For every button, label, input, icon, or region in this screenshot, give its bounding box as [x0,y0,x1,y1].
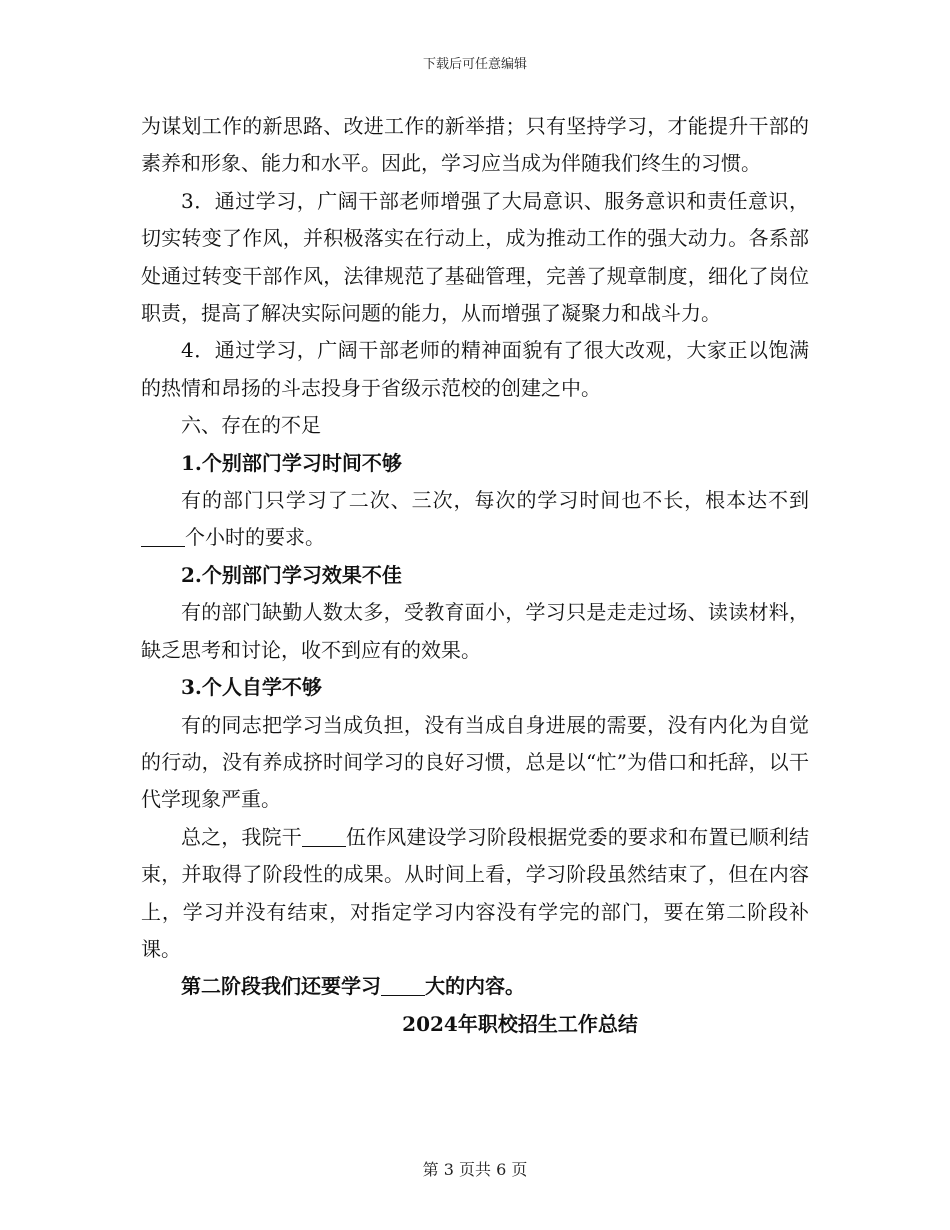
paragraph-point-4: 4．通过学习，广阔干部老师的精神面貌有了很大改观，大家正以饱满的热情和昂扬的斗志投身于省级示范校的创建之中。 [141,338,809,400]
text-after-blank: 个小时的要求。 [185,525,325,550]
paragraph-second-stage [141,968,809,1005]
text-after-blank: 大的内容。 [425,974,525,999]
subheading-2: 2.个别部门学习效果不佳 [181,562,402,587]
paragraph-point-3: 3．通过学习，广阔干部老师增强了大局意识、服务意识和责任意识，切实转变了作风，并积极落实在行动上，成为推动工作的强大动力。各系部处通过转变干部作风，法律规范了基础管理，完善了规章制度，细化了岗位职责，提高了解决实际问题的能力，从而增强了凝聚力和战斗力。 [141,188,809,326]
text-before-blank: 有的部门只学习了二次、三次，每次的学习时间也不长，根本达不到 [181,488,809,513]
subheading-1: 1.个别部门学习时间不够 [181,450,402,475]
document-body [141,108,809,1043]
section-heading: 六、存在的不足 [181,413,321,438]
paragraph-summary [141,819,809,969]
text-after-blank: 伍作风建设学习阶段根据党委的要求和布置已顺利结束，并取得了阶段性的成果。从时间上看，学习阶段虽然结束了，但在内容上，学习并没有结束，对指定学习内容没有学完的部门，要在第二阶段补课。 [141,824,810,961]
fill-blank [302,826,346,847]
paragraph-continuation: 为谋划工作的新思路、改进工作的新举措；只有坚持学习，才能提升干部的素养和形象、能力和水平。因此，学习应当成为伴随我们终生的习惯。 [141,114,809,176]
paragraph-self-study: 有的同志把学习当成负担，没有当成自身进展的需要，没有内化为自觉的行动，没有养成挤时间学习的良好习惯，总是以“忙”为借口和托辞，以干代学现象严重。 [141,712,809,812]
paragraph-time [141,482,809,557]
page-footer: 第 3 页共 6 页 [422,1160,528,1179]
next-document-title: 2024年职校招生工作总结 [402,1011,638,1036]
text-before-blank: 总之，我院干 [181,824,302,849]
paragraph-effect: 有的部门缺勤人数太多，受教育面小，学习只是走走过场、读读材料，缺乏思考和讨论，收不到应有的效果。 [141,600,809,662]
fill-blank [141,526,185,547]
page-header: 下载后可任意编辑 [422,57,527,72]
fill-blank [381,975,425,996]
text-before-blank: 第二阶段我们还要学习 [181,974,381,999]
subheading-3: 3.个人自学不够 [181,675,322,700]
